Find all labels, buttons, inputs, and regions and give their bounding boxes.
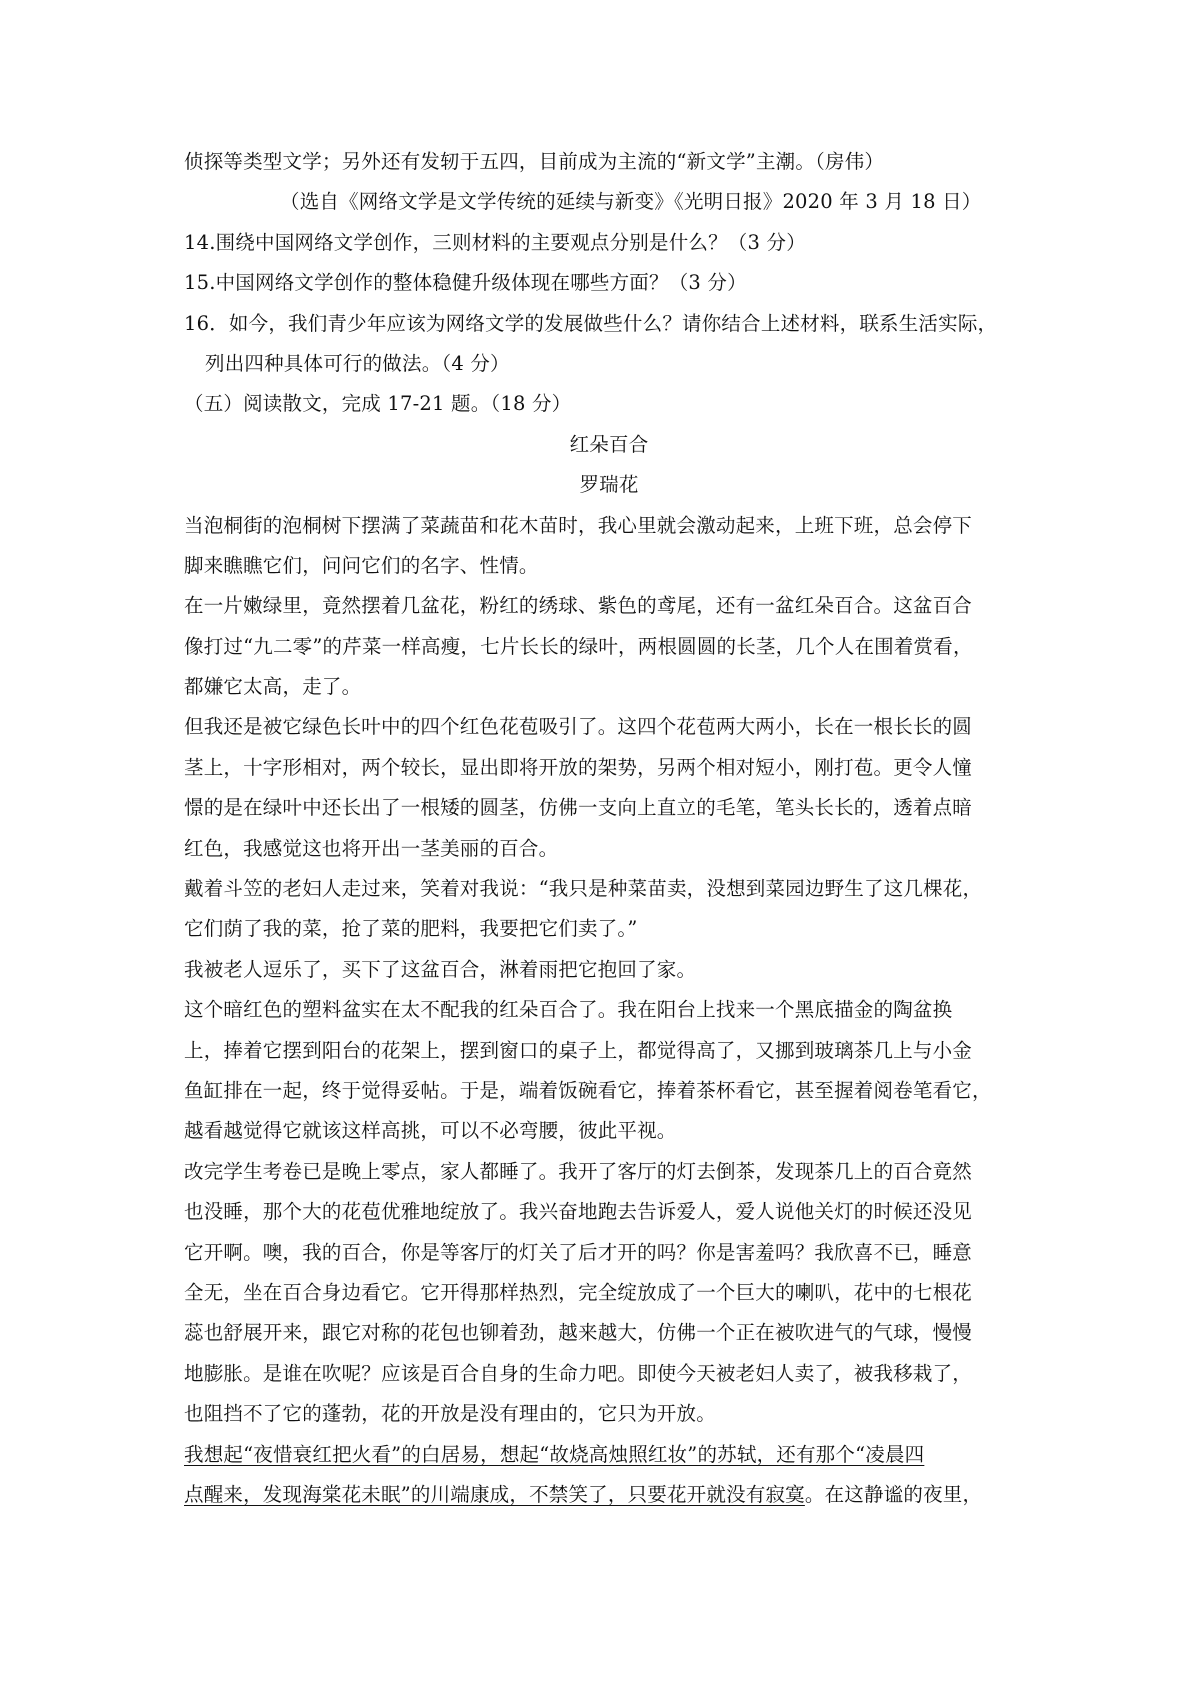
paragraph-7-line: 全无，坐在百合身边看它。它开得那样热烈，完全绽放成了一个巨大的喇叭，花中的七根花 [184, 1280, 973, 1304]
paragraph-2-line: 在一片嫩绿里，竟然摆着几盆花，粉红的绣球、紫色的鸢尾，还有一盆红朵百合。这盆百合 [184, 594, 973, 618]
paragraph-4-line: 戴着斗笠的老妇人走过来，笑着对我说：“我只是种菜苗卖，没想到菜园边野生了这几棵花， [184, 877, 983, 901]
underlined-sentence: 点醒来，发现海棠花未眠”的川端康成，不禁笑了，只要花开就没有寂寞 [184, 1482, 805, 1506]
paragraph-3-line: 憬的是在绿叶中还长出了一根矮的圆茎，仿佛一支向上直立的毛笔，笔头长长的，透着点暗 [184, 796, 973, 820]
paragraph-6-line: 这个暗红色的塑料盆实在太不配我的红朵百合了。我在阳台上找来一个黑底描金的陶盆换 [184, 998, 953, 1022]
paragraph-7-line: 蕊也舒展开来，跟它对称的花包也铆着劲，越来越大，仿佛一个正在被吹进气的气球，慢慢 [184, 1321, 973, 1345]
paragraph-7-line: 也没睡，那个大的花苞优雅地绽放了。我兴奋地跑去告诉爱人，爱人说他关灯的时候还没见 [184, 1200, 973, 1224]
paragraph-2-line: 像打过“九二零”的芹菜一样高瘦，七片长长的绿叶，两根圆圆的长茎，几个人在围着赏看， [184, 634, 973, 658]
paragraph-3-line: 红色，我感觉这也将开出一茎美丽的百合。 [184, 836, 559, 860]
material-tail-text: 侦探等类型文学；另外还有发轫于五四，目前成为主流的“新文学”主潮。（房伟） [184, 150, 885, 173]
underlined-sentence: 我想起“夜惜衰红把火看”的白居易，想起“故烧高烛照红妆”的苏轼，还有那个“凌晨四 [184, 1442, 925, 1466]
paragraph-3-line: 但我还是被它绿色长叶中的四个红色花苞吸引了。这四个花苞两大两小，长在一根长长的圆 [184, 715, 973, 739]
paragraph-8-line [184, 1475, 1034, 1515]
paragraph-7-line: 也阻挡不了它的蓬勃，花的开放是没有理由的，它只为开放。 [184, 1402, 716, 1426]
essay-author: 罗瑞花 [579, 473, 639, 497]
paragraph-4-line: 它们荫了我的菜，抢了菜的肥料，我要把它们卖了。” [184, 917, 638, 941]
paragraph-8-line [184, 1435, 1034, 1475]
paragraph-5-line: 我被老人逗乐了，买下了这盆百合，淋着雨把它抱回了家。 [184, 957, 697, 981]
paragraph-8-text: 。在这静谧的夜里， [804, 1482, 983, 1506]
question-16-line-1: 16．如今，我们青少年应该为网络文学的发展做些什么？请你结合上述材料，联系生活实际， [184, 311, 998, 335]
paragraph-6-line: 鱼缸排在一起，终于觉得妥帖。于是，端着饭碗看它，捧着茶杯看它，甚至握着阅卷笔看它， [184, 1078, 992, 1102]
paragraph-2-line: 都嫌它太高，走了。 [184, 675, 362, 699]
question-14: 14.围绕中国网络文学创作，三则材料的主要观点分别是什么？（3 分） [184, 230, 806, 254]
question-15: 15.中国网络文学创作的整体稳健升级体现在哪些方面？（3 分） [184, 271, 747, 295]
paragraph-6-line: 上，捧着它摆到阳台的花架上，摆到窗口的桌子上，都觉得高了，又挪到玻璃茶几上与小金 [184, 1038, 973, 1062]
question-16-line-2: 列出四种具体可行的做法。（4 分） [205, 351, 510, 375]
paragraph-6-line: 越看越觉得它就该这样高挑，可以不必弯腰，彼此平视。 [184, 1119, 677, 1143]
paragraph-3-line: 茎上，十字形相对，两个较长，显出即将开放的架势，另两个相对短小，刚打苞。更令人憧 [184, 755, 973, 779]
paragraph-7-line: 改完学生考卷已是晚上零点，家人都睡了。我开了客厅的灯去倒茶，发现茶几上的百合竟然 [184, 1159, 973, 1183]
source-citation: （选自《网络文学是文学传统的延续与新变》《光明日报》2020 年 3 月 18 日） [280, 190, 982, 214]
essay-title: 红朵百合 [569, 432, 649, 456]
document-body [184, 142, 1034, 1515]
section-5-heading: （五）阅读散文，完成 17-21 题。（18 分） [184, 392, 572, 416]
paragraph-7-line: 它开啊。噢，我的百合，你是等客厅的灯关了后才开的吗？你是害羞吗？我欣喜不已，睡意 [184, 1240, 973, 1264]
paragraph-7-line: 地膨胀。是谁在吹呢？应该是百合自身的生命力吧。即使今天被老妇人卖了，被我移栽了， [184, 1361, 973, 1385]
paragraph-1-line: 当泡桐街的泡桐树下摆满了菜蔬苗和花木苗时，我心里就会激动起来，上班下班，总会停下 [184, 513, 973, 537]
paragraph-1-line: 脚来瞧瞧它们，问问它们的名字、性情。 [184, 553, 539, 577]
